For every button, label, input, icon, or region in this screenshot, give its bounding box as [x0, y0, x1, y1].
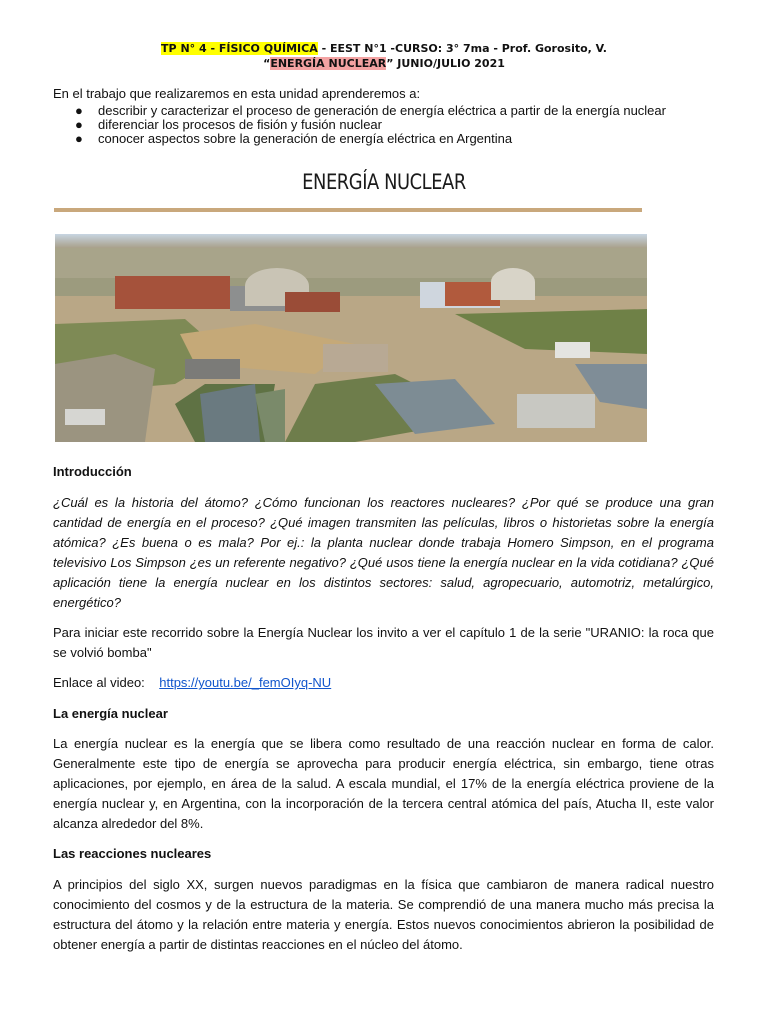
bullet-icon: ●: [75, 117, 83, 132]
video-link-label: Enlace al video:: [53, 675, 145, 690]
document-header-line2: [0, 57, 768, 70]
open-quote: “: [263, 57, 271, 70]
list-item: [53, 118, 666, 132]
bullet-icon: ●: [75, 131, 83, 146]
reacciones-paragraph: A principios del siglo XX, surgen nuevos paradigmas en la física que cambiaron de manera radical nuestro conocimiento del cosmos y de la estructura de la materia. Se comprendió de una manera mucho más precisa la estructura del átomo y la relación entre materia y energía. Estos nuevos conocimientos abrieron la posibilidad de obtener energía a partir de distintas reacciones en el núcleo del átomo.: [53, 877, 714, 952]
video-link-line: [53, 673, 714, 693]
video-link[interactable]: https://youtu.be/_femOIyq-NU: [159, 675, 332, 690]
objective-text: diferenciar los procesos de fisión y fusión nuclear: [98, 117, 382, 132]
section-heading-energia-nuclear: La energía nuclear: [53, 706, 168, 721]
topic-highlight: ENERGÍA NUCLEAR: [270, 57, 387, 70]
intro-text: En el trabajo que realizaremos en esta unidad aprenderemos a:: [53, 86, 421, 101]
section-heading-introduccion: Introducción: [53, 464, 132, 479]
section-heading-reacciones: Las reacciones nucleares: [53, 846, 212, 861]
list-item: [53, 104, 666, 118]
nuclear-plant-photo: [55, 234, 647, 442]
objective-text: conocer aspectos sobre la generación de energía eléctrica en Argentina: [98, 131, 513, 146]
page-title: ENERGÍA NUCLEAR: [302, 170, 466, 194]
recorrido-paragraph: Para iniciar este recorrido sobre la Energía Nuclear los invito a ver el capítulo 1 de la serie "URANIO: la roca que se volvió bomba": [53, 625, 714, 660]
list-item: [53, 132, 666, 146]
bullet-icon: ●: [75, 103, 83, 118]
date-range: ” JUNIO/JULIO 2021: [386, 57, 505, 70]
course-title-highlight: TP N° 4 - FÍSICO QUÍMICA: [161, 42, 318, 55]
objective-text: describir y caracterizar el proceso de generación de energía eléctrica a partir de la energía nuclear: [98, 103, 666, 118]
objectives-list: [53, 104, 666, 146]
title-divider: [54, 208, 642, 212]
document-header-line1: [0, 42, 768, 55]
course-details: - EEST N°1 -CURSO: 3° 7ma - Prof. Gorosito, V.: [317, 42, 607, 55]
introduccion-paragraph: ¿Cuál es la historia del átomo? ¿Cómo funcionan los reactores nucleares? ¿Por qué se produce una gran cantidad de energía en el proceso? ¿Qué imagen transmiten las películas, libros o historietas sobre la energía atómica? ¿Es buena o es mala? Por ej.: la planta nuclear donde trabaja Homero Simpson, en el programa televisivo Los Simpson ¿es un referente negativo? ¿Qué usos tiene la energía nuclear en la vida cotidiana? ¿Qué aplicación tiene la energía nuclear en los distintos sectores: salud, agropecuario, automotriz, metalúrgico, energético?: [53, 495, 714, 610]
energia-nuclear-paragraph: La energía nuclear es la energía que se libera como resultado de una reacción nuclear en forma de calor. Generalmente este tipo de energía se aprovecha para producir energía eléctrica, sin embargo, tiene otras aplicaciones, por ejemplo, en área de la salud. A escala mundial, el 17% de la energía eléctrica proviene de la energía nuclear y, en Argentina, con la incorporación de la tercera central atómica del país, Atucha II, este valor alcanza alrededor del 8%.: [53, 736, 714, 831]
